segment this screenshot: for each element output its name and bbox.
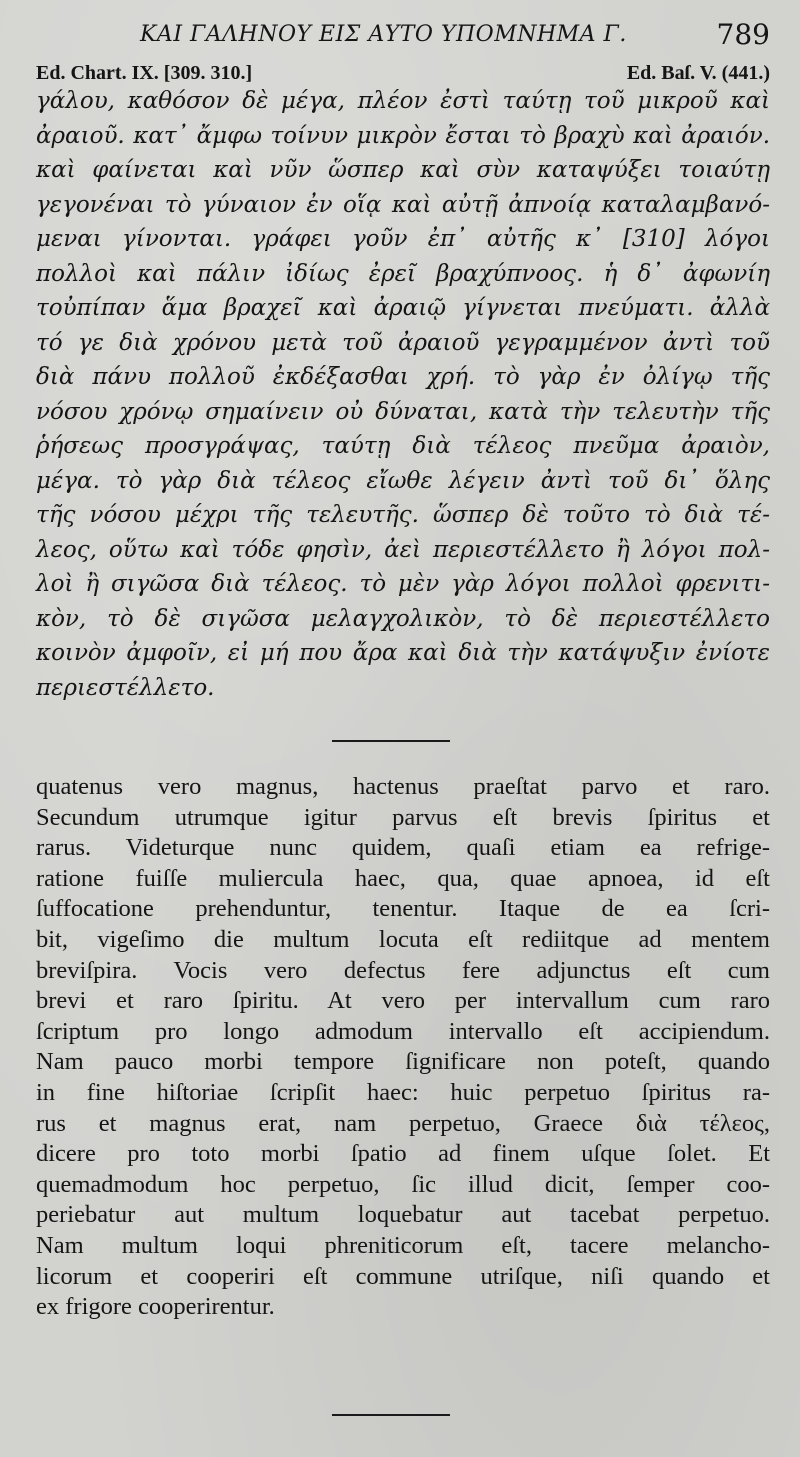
page-header [36, 18, 770, 58]
greek-line: γεγονέναι τὸ γύναιον ἐν οἵᾳ καὶ αὐτῇ ἀπνοίᾳ καταλαμβανό- [36, 191, 770, 218]
latin-line: periebatur aut multum loquebatur aut tacebat perpetuo. [36, 1201, 770, 1229]
latin-line: Secundum utrumque igitur parvus eſt brevis ſpiritus et [36, 803, 770, 831]
greek-line: κοινὸν ἀμφοῖν, εἰ μή που ἄρα καὶ διὰ τὴν κατάψυξιν ἐνίοτε [36, 640, 770, 666]
latin-line: ex frigore cooperirentur. [36, 1293, 275, 1321]
latin-line: quatenus vero magnus, hactenus praeſtat parvo et raro. [36, 773, 770, 800]
latin-line: dicere pro toto morbi ſpatio ad finem uſque ſolet. Et [36, 1140, 770, 1168]
greek-line: μέγα. τὸ γὰρ διὰ τέλεος εἴωθε λέγειν ἀντὶ τοῦ δι᾽ ὅλης [36, 467, 770, 494]
greek-line: τό γε διὰ χρόνου μετὰ τοῦ ἀραιοῦ γεγραμμένον ἀντὶ τοῦ [36, 329, 770, 356]
latin-line: Nam multum loqui phreniticorum eſt, tacere melancho- [36, 1231, 770, 1259]
greek-line: πολλοὶ καὶ πάλιν ἰδίως ἐρεῖ βραχύπνοος. ἡ δ᾽ ἀφωνίη [36, 260, 770, 287]
edition-ref-chartier: Ed. Chart. IX. [309. 310.] [36, 62, 253, 84]
greek-text-block [36, 84, 770, 705]
latin-line: quemadmodum hoc perpetuo, ſic illud dicit, ſemper coo- [36, 1170, 770, 1198]
page-number: 789 [716, 18, 770, 51]
greek-line: τοὐπίπαν ἅμα βραχεῖ καὶ ἀραιῷ γίγνεται πνεύματι. ἀλλὰ [36, 295, 770, 321]
section-divider [332, 740, 450, 742]
latin-text-block [36, 772, 770, 1323]
greek-line: διὰ πάνυ πολλοῦ ἐκδέξασθαι χρή. τὸ γὰρ ἐν ὀλίγῳ τῆς [36, 364, 770, 390]
greek-line: κὸν, τὸ δὲ σιγῶσα μελαγχολικὸν, τὸ δὲ περιεστέλλετο [36, 605, 770, 632]
latin-line: Nam pauco morbi tempore ſignificare non poteſt, quando [36, 1048, 770, 1076]
greek-line: καὶ φαίνεται καὶ νῦν ὥσπερ καὶ σὺν καταψύξει τοιαύτῃ [36, 157, 770, 183]
greek-line: τῆς νόσου μέχρι τῆς τελευτῆς. ὥσπερ δὲ τοῦτο τὸ διὰ τέ- [36, 502, 770, 528]
greek-line: λοὶ ἢ σιγῶσα διὰ τέλεος. τὸ μὲν γὰρ λόγοι πολλοὶ φρενιτι- [36, 571, 770, 597]
greek-line: ἀραιοῦ. κατ᾽ ἄμφω τοίνυν μικρὸν ἔσται τὸ βραχὺ καὶ ἀραιόν. [36, 122, 770, 149]
latin-line: ſuffocatione prehenduntur, tenentur. Itaque de ea ſcri- [36, 895, 770, 923]
running-title: ΚΑΙ ΓΑΛΗΝΟΥ ΕΙΣ ΑΥΤΟ ΥΠΟΜΝΗΜΑ Γ. [140, 22, 627, 47]
greek-line: νόσου χρόνῳ σημαίνειν οὐ δύναται, κατὰ τὴν τελευτὴν τῆς [36, 398, 770, 425]
end-divider [332, 1414, 450, 1416]
latin-line: ſcriptum pro longo admodum intervallo eſt accipiendum. [36, 1017, 770, 1045]
latin-line: in fine hiſtoriae ſcripſit haec: huic perpetuo ſpiritus ra- [36, 1078, 770, 1106]
greek-line: γάλου, καθόσον δὲ μέγα, πλέον ἐστὶ ταύτῃ τοῦ μικροῦ καὶ [36, 88, 770, 114]
latin-line: rus et magnus erat, nam perpetuo, Graece διὰ τέλεος, [36, 1109, 770, 1137]
latin-line: breviſpira. Vocis vero defectus fere adjunctus eſt cum [36, 956, 770, 984]
edition-ref-basel: Ed. Baſ. V. (441.) [626, 62, 770, 84]
latin-line: rarus. Videturque nunc quidem, quaſi etiam ea refrige- [36, 834, 770, 862]
greek-line: περιεστέλλετο. [36, 674, 215, 701]
latin-line: brevi et raro ſpiritu. At vero per intervallum cum raro [36, 987, 770, 1015]
latin-line: licorum et cooperiri eſt commune utriſque, niſi quando et [36, 1262, 770, 1290]
greek-line: μεναι γίνονται. γράφει γοῦν ἐπ᾽ αὐτῆς κ᾽ [310] λόγοι [36, 226, 770, 252]
greek-line: ῥήσεως προσγράψας, ταύτῃ διὰ τέλεος πνεῦμα ἀραιὸν, [36, 433, 770, 459]
latin-line: ratione fuiſſe muliercula haec, qua, quae apnoea, id eſt [36, 864, 770, 892]
latin-line: bit, vigeſimo die multum locuta eſt rediitque ad mentem [36, 925, 770, 953]
greek-line: λεος, οὕτω καὶ τόδε φησὶν, ἀεὶ περιεστέλλετο ἢ λόγοι πολ- [36, 536, 770, 563]
